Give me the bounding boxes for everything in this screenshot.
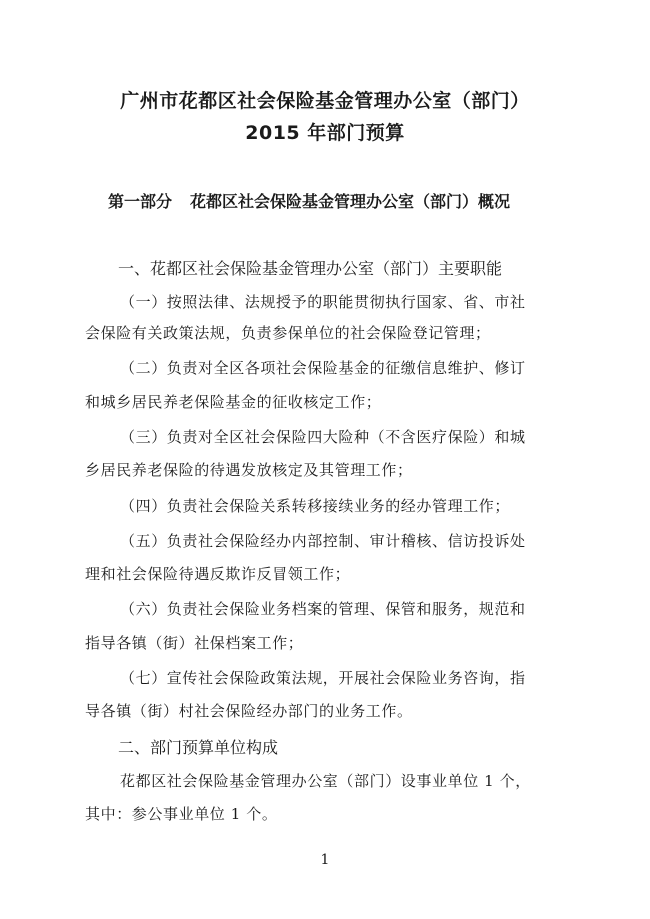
part-label: 第一部分 (108, 192, 173, 211)
page-number: 1 (320, 852, 330, 868)
duty-7-line1: （七）宣传社会保险政策法规，开展社会保险业务咨询，指 (120, 669, 526, 687)
duty-6-line1: （六）负责社会保险业务档案的管理、保管和服务，规范和 (120, 600, 526, 618)
duty-6-line2: 指导各镇（街）社保档案工作； (85, 634, 304, 652)
duty-3-line2: 乡居民养老保险的待遇发放核定及其管理工作； (85, 461, 413, 479)
units-body-line1: 花都区社会保险基金管理办公室（部门）设事业单位 1 个， (120, 772, 531, 790)
part-heading (108, 189, 510, 212)
duty-7-line2: 导各镇（街）村社会保险经办部门的业务工作。 (85, 702, 413, 720)
section-heading-duties: 一、花都区社会保险基金管理办公室（部门）主要职能 (118, 259, 503, 278)
duty-2-line1: （二）负责对全区各项社会保险基金的征缴信息维护、修订 (120, 359, 526, 377)
duty-4-line1: （四）负责社会保险关系转移接续业务的经办管理工作； (120, 497, 511, 515)
duty-5-line1: （五）负责社会保险经办内部控制、审计稽核、信访投诉处 (120, 532, 526, 550)
duty-3-line1: （三）负责对全区社会保险四大险种（不含医疗保险）和城 (120, 428, 526, 446)
section-heading-units: 二、部门预算单位构成 (118, 738, 279, 757)
duty-5-line2: 理和社会保险待遇反欺诈反冒领工作； (85, 565, 351, 583)
part-title: 花都区社会保险基金管理办公室（部门）概况 (190, 192, 511, 211)
document-title: 广州市花都区社会保险基金管理办公室（部门） (120, 90, 530, 112)
duty-1-line2: 会保险有关政策法规，负责参保单位的社会保险登记管理； (85, 324, 491, 342)
duty-1-line1: （一）按照法律、法规授予的职能贯彻执行国家、省、市社 (120, 293, 526, 311)
document-subtitle: 2015 年部门预算 (245, 122, 405, 144)
units-body-line2: 其中：参公事业单位 1 个。 (85, 805, 278, 823)
duty-2-line2: 和城乡居民养老保险基金的征收核定工作； (85, 393, 382, 411)
